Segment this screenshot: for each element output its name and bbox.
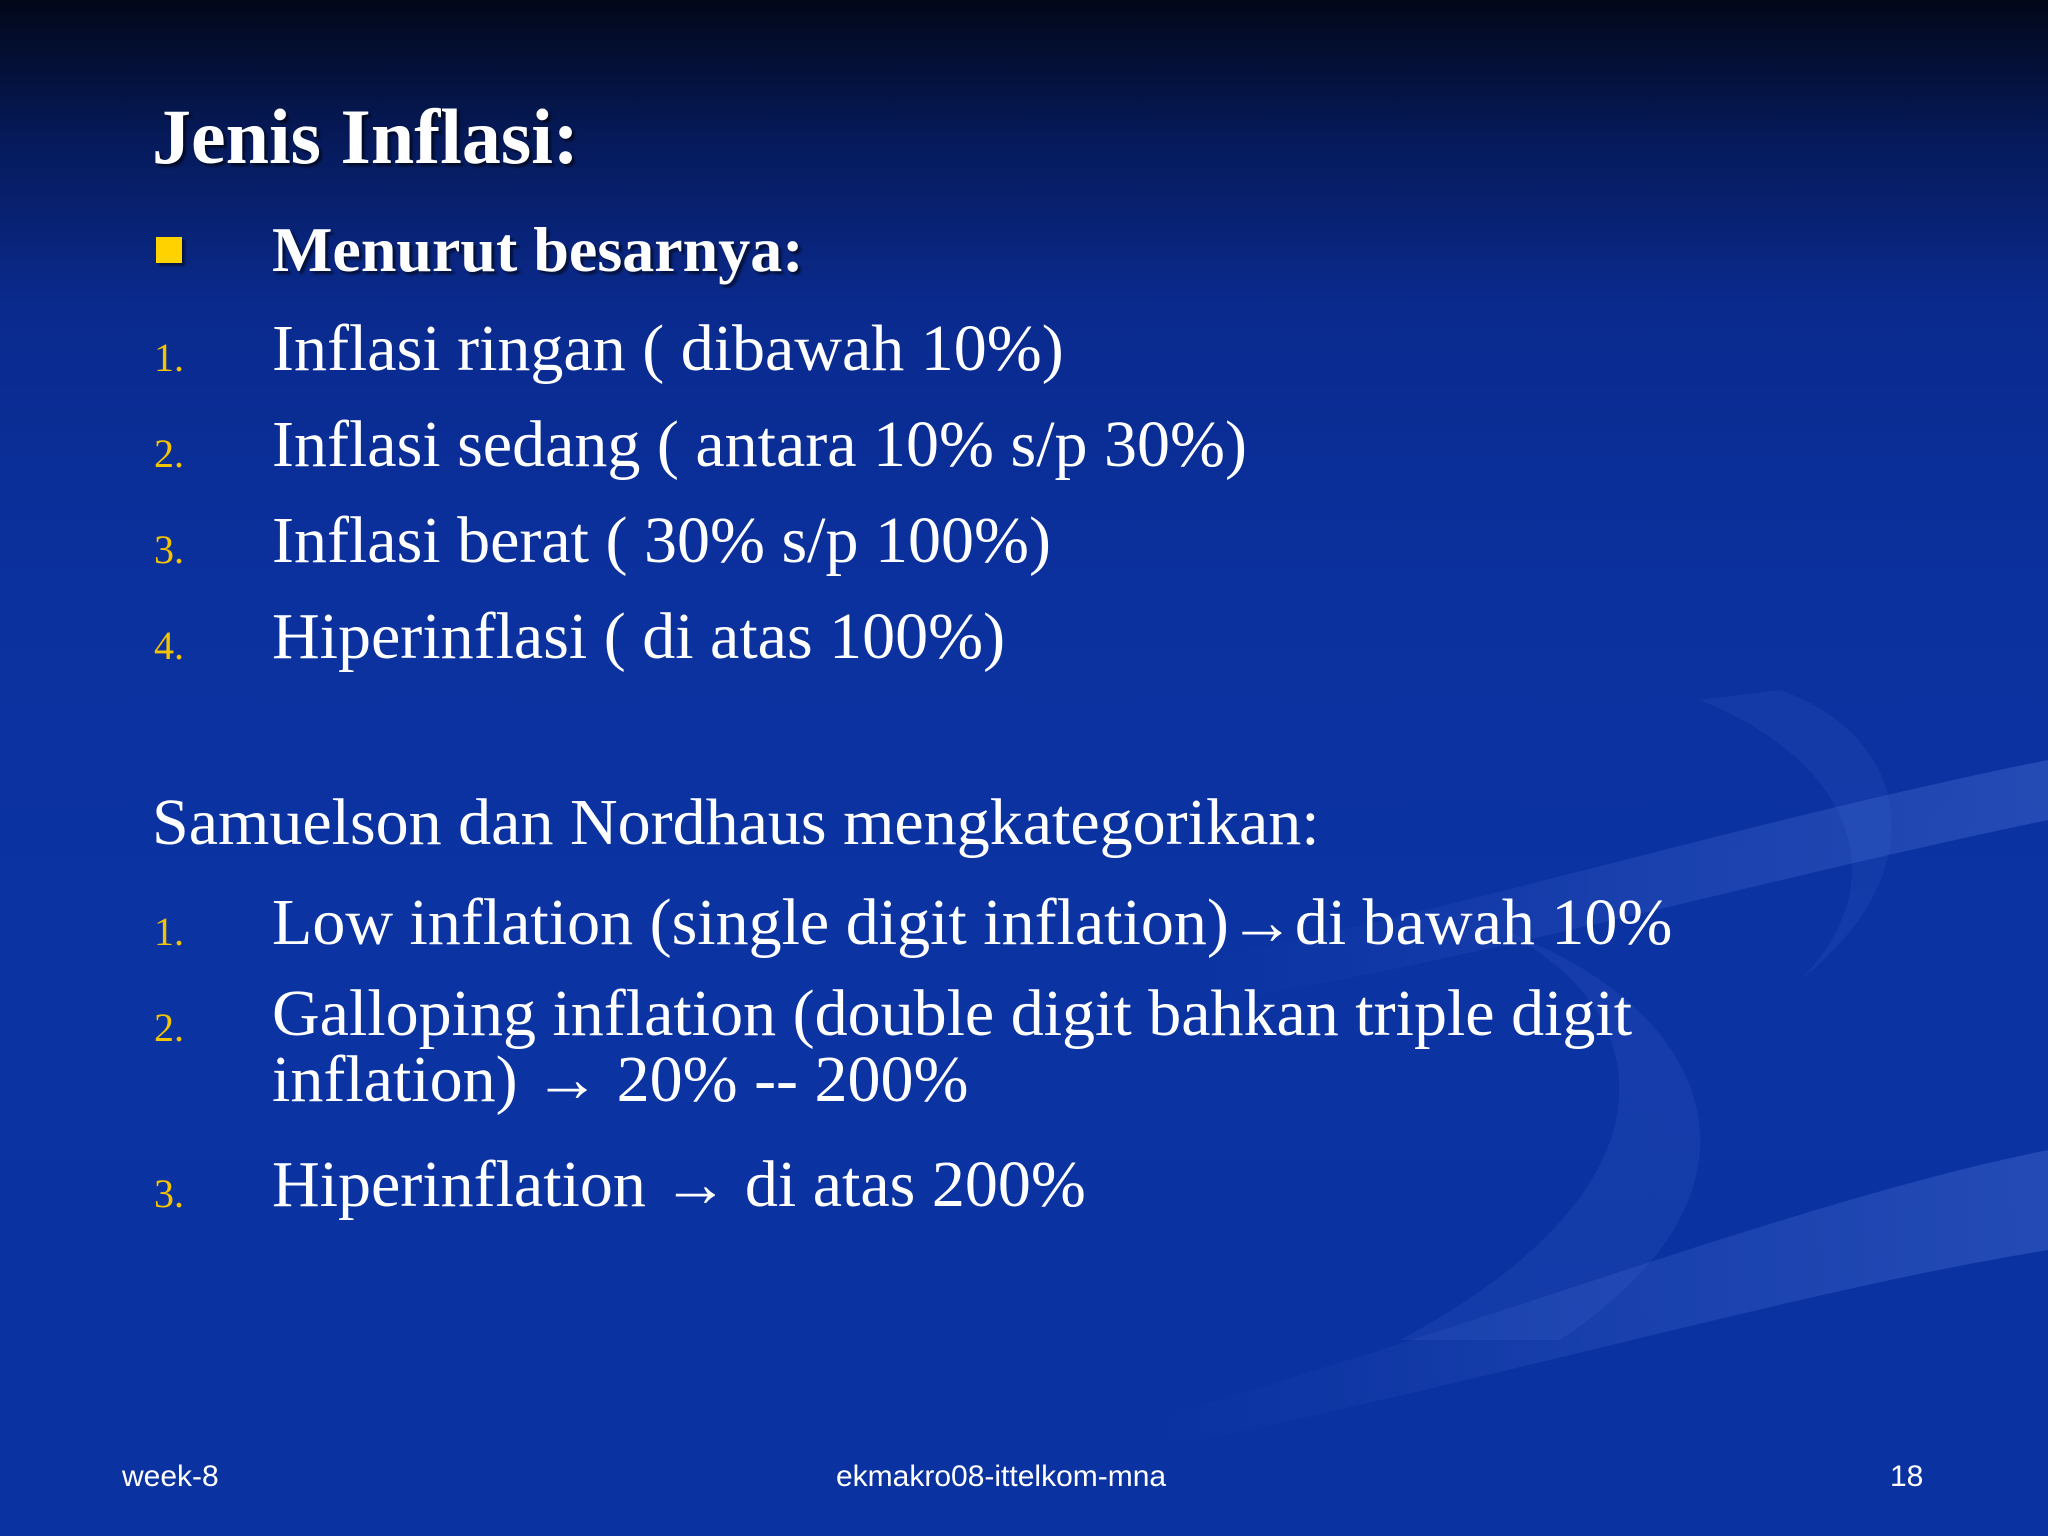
list-number: 1. — [154, 909, 184, 954]
yellow-square-bullet-icon — [156, 237, 182, 263]
list-number: 4. — [154, 623, 184, 668]
list-number: 3. — [154, 1171, 184, 1216]
list-text-continued: inflation) → 20% -- 200% — [272, 1043, 969, 1116]
section-heading: Menurut besarnya: — [272, 214, 804, 285]
intro-paragraph: Samuelson dan Nordhaus mengkategorikan: — [152, 786, 1320, 859]
slide-title: Jenis Inflasi: — [152, 93, 579, 180]
footer-center: ekmakro08-ittelkom-mna — [836, 1460, 1167, 1493]
list-text: Low inflation (single digit inflation)→di bawah 10% — [272, 886, 1673, 959]
list-number: 2. — [154, 1005, 184, 1050]
list-text: Hiperinflasi ( di atas 100%) — [272, 600, 1006, 673]
list-text: Inflasi berat ( 30% s/p 100%) — [272, 504, 1051, 577]
list-number: 1. — [154, 335, 184, 380]
list-text: Inflasi ringan ( dibawah 10%) — [272, 312, 1064, 385]
list-text: Hiperinflation → di atas 200% — [272, 1148, 1086, 1221]
list-number: 2. — [154, 431, 184, 476]
list-text: Galloping inflation (double digit bahkan triple digit — [272, 977, 1633, 1050]
section-bullet — [156, 214, 804, 285]
page-number: 18 — [1890, 1460, 1924, 1493]
list-number: 3. — [154, 527, 184, 572]
list-text: Inflasi sedang ( antara 10% s/p 30%) — [272, 408, 1248, 481]
footer-left: week-8 — [122, 1460, 219, 1493]
